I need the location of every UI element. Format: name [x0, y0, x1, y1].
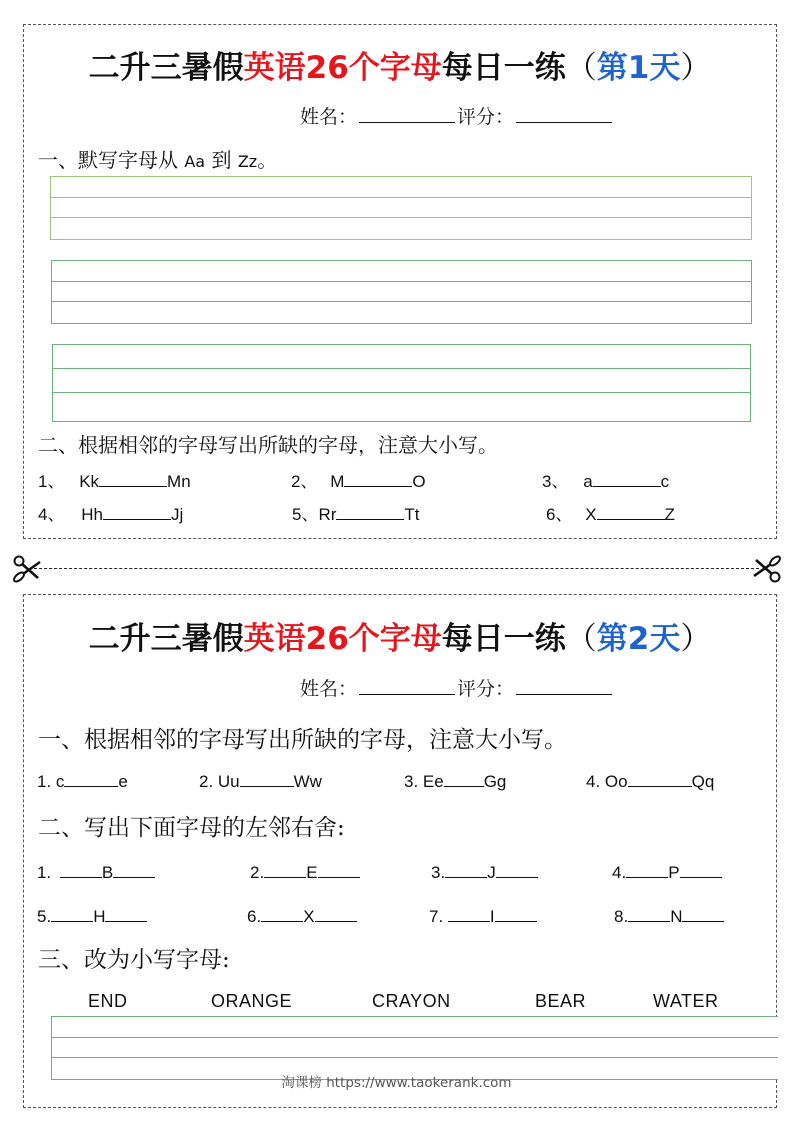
- worksheet-title: [24, 613, 776, 658]
- answer-blank-left[interactable]: [264, 860, 306, 878]
- question-number: 5.: [37, 907, 52, 926]
- question-item: [586, 769, 714, 792]
- score-label: 评分：: [457, 678, 515, 700]
- given-letter: O: [412, 472, 426, 491]
- guide-line: [53, 392, 750, 393]
- worksheet-title: [24, 42, 776, 87]
- question-number: 3、: [542, 472, 569, 491]
- guide-line: [52, 301, 751, 302]
- answer-blank-right[interactable]: [113, 860, 155, 878]
- given-letter: Kk: [79, 472, 100, 491]
- question-item: [37, 904, 147, 927]
- question-item: [38, 467, 191, 492]
- guide-line: [52, 281, 751, 282]
- question-item: [542, 467, 669, 492]
- question-item: [612, 860, 722, 883]
- given-letter: Ww: [293, 772, 322, 791]
- answer-blank-right[interactable]: [682, 904, 724, 922]
- answer-blank[interactable]: [103, 502, 171, 520]
- question-row: [24, 904, 776, 930]
- question-item: [37, 769, 128, 792]
- given-letter: Hh: [81, 505, 103, 524]
- question-item: [429, 904, 537, 927]
- word-item: END: [88, 991, 128, 1011]
- given-letter: B: [101, 863, 114, 882]
- answer-blank-right[interactable]: [495, 904, 537, 922]
- word-item: ORANGE: [211, 991, 293, 1011]
- question-item: [292, 500, 420, 525]
- answer-blank-right[interactable]: [680, 860, 722, 878]
- guide-line: [51, 197, 751, 198]
- scissors-icon: [750, 554, 784, 584]
- question-number: 4.: [586, 772, 605, 791]
- section-heading-dictation: [38, 144, 277, 173]
- title-prefix: 二升三暑假: [88, 50, 244, 86]
- given-letter: P: [668, 863, 680, 882]
- question-number: 1.: [37, 863, 56, 882]
- given-letter: E: [306, 863, 318, 882]
- question-item: [546, 500, 675, 525]
- guide-line: [52, 1037, 778, 1038]
- scissors-icon: [10, 554, 44, 584]
- answer-blank[interactable]: [597, 502, 665, 520]
- answer-blank-right[interactable]: [318, 860, 360, 878]
- section-heading-lowercase: 三、改为小写字母:: [38, 947, 230, 973]
- title-highlight: 英语26个字母: [243, 621, 442, 657]
- question-item: [404, 769, 506, 792]
- title-highlight: 英语26个字母: [243, 50, 442, 86]
- given-letter: Oo: [604, 772, 628, 791]
- answer-blank[interactable]: [99, 469, 167, 487]
- answer-blank[interactable]: [240, 769, 294, 787]
- answer-blank-left[interactable]: [445, 860, 487, 878]
- heading-end: 。: [257, 148, 278, 172]
- answer-blank-left[interactable]: [60, 860, 102, 878]
- section-heading-missing-letters: 二、根据相邻的字母写出所缺的字母，注意大小写。: [38, 433, 498, 457]
- question-row: [24, 860, 776, 886]
- answer-blank-left[interactable]: [628, 904, 670, 922]
- question-number: 4、: [38, 505, 65, 524]
- answer-blank[interactable]: [628, 769, 692, 787]
- question-number: 2.: [199, 772, 218, 791]
- title-paren-open: （: [565, 50, 597, 86]
- answer-blank[interactable]: [336, 502, 404, 520]
- given-letter: e: [118, 772, 128, 791]
- given-letter: Ee: [422, 772, 444, 791]
- day-label: 第1天: [596, 50, 681, 86]
- name-label: 姓名：: [300, 106, 358, 128]
- section-heading-missing-letters: 一、根据相邻的字母写出所缺的字母，注意大小写。: [38, 727, 567, 753]
- title-suffix: 每日一练: [441, 621, 566, 657]
- given-letter: c: [660, 472, 670, 491]
- title-paren-close: ）: [680, 50, 712, 86]
- given-letter: H: [93, 907, 106, 926]
- name-label: 姓名：: [300, 678, 358, 700]
- word-item: BEAR: [535, 991, 587, 1011]
- question-number: 1、: [38, 472, 65, 491]
- question-number: 3.: [404, 772, 423, 791]
- word-item: CRAYON: [372, 991, 451, 1011]
- given-letter: Qq: [691, 772, 715, 791]
- given-letter: X: [585, 505, 597, 524]
- question-item: [431, 860, 538, 883]
- given-letter: a: [583, 472, 593, 491]
- given-letter: Tt: [404, 505, 420, 524]
- answer-blank[interactable]: [64, 769, 118, 787]
- given-letter: Z: [664, 505, 675, 524]
- heading-mid: 到: [205, 148, 238, 172]
- section-heading-neighbors: 二、写出下面字母的左邻右舍:: [38, 815, 345, 841]
- question-number: 5、: [292, 505, 319, 524]
- question-item: [199, 769, 322, 792]
- answer-blank-right[interactable]: [105, 904, 147, 922]
- score-field[interactable]: [516, 675, 612, 695]
- question-item: [614, 904, 724, 927]
- watermark: 淘课榜 https://www.taokerank.com: [281, 1075, 512, 1091]
- given-letter: X: [303, 907, 315, 926]
- answer-blank-right[interactable]: [315, 904, 357, 922]
- given-letter: c: [55, 772, 65, 791]
- question-row: [24, 467, 776, 493]
- score-field[interactable]: [516, 103, 612, 123]
- title-paren-open: （: [565, 621, 597, 657]
- question-item: [37, 860, 155, 883]
- question-number: 3.: [431, 863, 446, 882]
- given-letter: M: [330, 472, 345, 491]
- given-letter: Mn: [167, 472, 191, 491]
- writing-lines-2[interactable]: [51, 260, 752, 324]
- guide-line: [52, 1057, 778, 1058]
- name-field[interactable]: [359, 675, 455, 695]
- heading-text: 一、默写字母从: [38, 148, 185, 172]
- question-item: [291, 467, 426, 492]
- name-score-bar: [300, 674, 614, 701]
- answer-blank[interactable]: [593, 469, 661, 487]
- question-number: 2、: [291, 472, 318, 491]
- answer-blank-left[interactable]: [626, 860, 668, 878]
- question-number: 4.: [612, 863, 627, 882]
- worksheet-day1: [23, 24, 777, 539]
- title-prefix: 二升三暑假: [88, 621, 244, 657]
- guide-line: [51, 217, 751, 218]
- answer-blank-right[interactable]: [496, 860, 538, 878]
- guide-line: [53, 368, 750, 369]
- cut-line: [34, 568, 759, 569]
- name-field[interactable]: [359, 103, 455, 123]
- name-score-bar: [300, 102, 614, 129]
- question-number: 2.: [250, 863, 265, 882]
- question-row: [24, 769, 776, 795]
- question-number: 1.: [37, 772, 56, 791]
- answer-blank[interactable]: [444, 769, 484, 787]
- day-label: 第2天: [596, 621, 681, 657]
- question-item: [250, 860, 360, 883]
- question-number: 6、: [546, 505, 573, 524]
- answer-blank-left[interactable]: [51, 904, 93, 922]
- heading-from: Aa: [184, 152, 206, 171]
- answer-blank-left[interactable]: [448, 904, 490, 922]
- given-letter: Uu: [217, 772, 240, 791]
- given-letter: Jj: [170, 505, 184, 524]
- score-label: 评分：: [457, 106, 515, 128]
- given-letter: Gg: [483, 772, 507, 791]
- question-item: [38, 500, 183, 525]
- question-number: 7.: [429, 907, 448, 926]
- question-item: [247, 904, 357, 927]
- question-row: [24, 500, 776, 526]
- writing-lines-1[interactable]: [50, 176, 752, 240]
- heading-to: Zz: [237, 152, 258, 171]
- answer-blank[interactable]: [344, 469, 412, 487]
- worksheet-day2: [23, 594, 777, 1108]
- title-suffix: 每日一练: [441, 50, 566, 86]
- given-letter: N: [670, 907, 683, 926]
- given-letter: I: [489, 907, 495, 926]
- given-letter: J: [487, 863, 496, 882]
- question-number: 8.: [614, 907, 629, 926]
- writing-lines-3[interactable]: [52, 344, 751, 422]
- answer-blank-left[interactable]: [261, 904, 303, 922]
- given-letter: Rr: [318, 505, 337, 524]
- word-item: WATER: [653, 991, 719, 1011]
- title-paren-close: ）: [680, 621, 712, 657]
- question-number: 6.: [247, 907, 262, 926]
